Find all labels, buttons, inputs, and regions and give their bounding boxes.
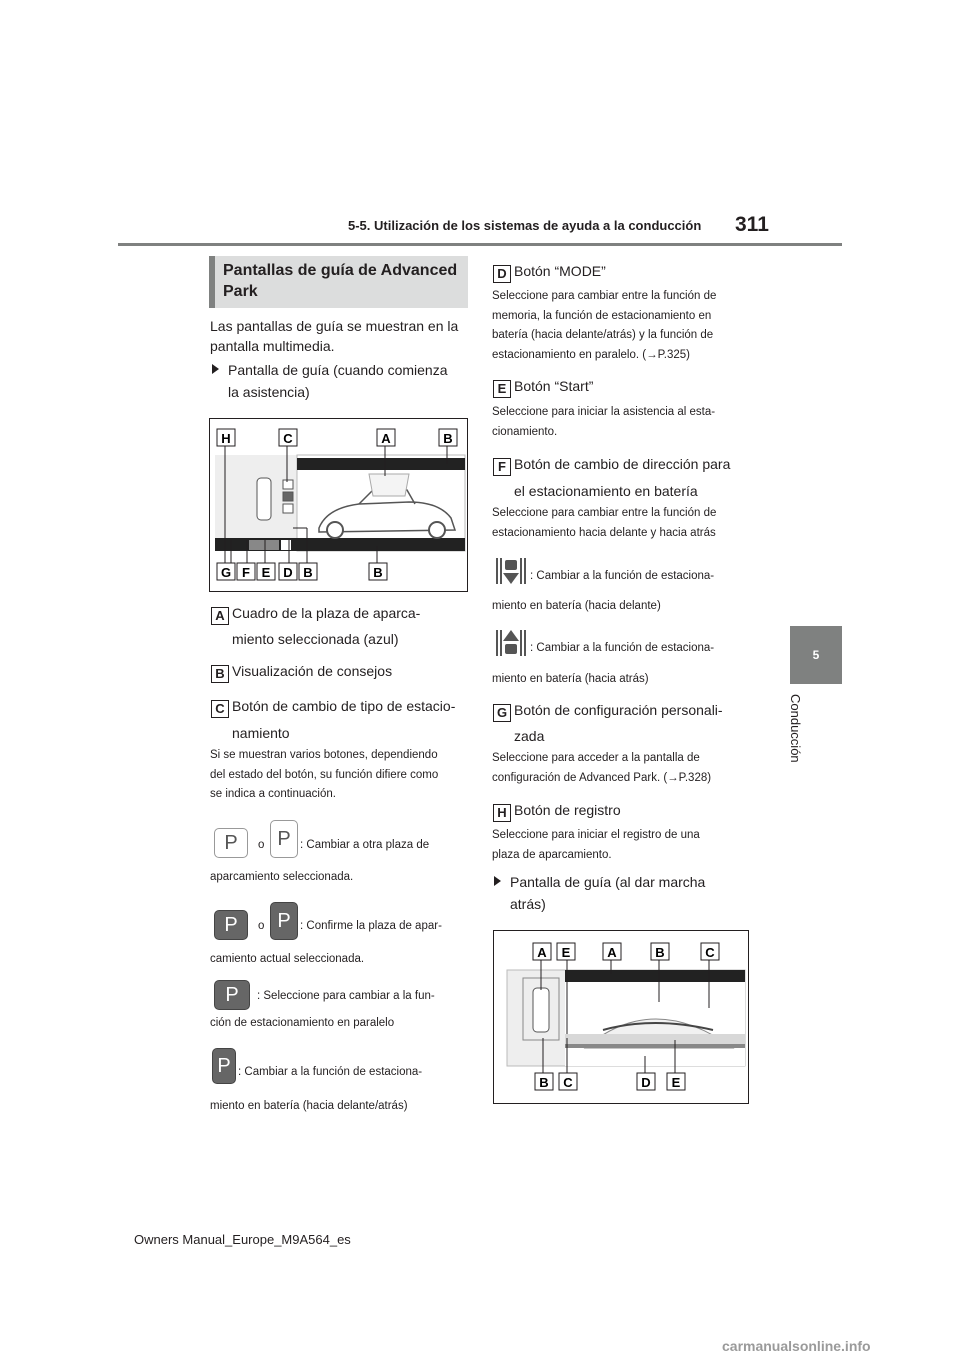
icon-note-3-text: : Seleccione para cambiar a la fun- xyxy=(257,990,435,1002)
bullet-guide-start-cont: la asistencia) xyxy=(228,384,310,400)
bullet-arrow-icon xyxy=(212,364,219,374)
fig2-label-bottom-1: B xyxy=(539,1075,549,1090)
item-g-desc: Seleccione para acceder a la pantalla de configuración de Advanced Park. (→P.328) xyxy=(492,752,712,784)
fig2-label-top-2: E xyxy=(561,945,571,960)
fig2-label-bottom-2: C xyxy=(563,1075,573,1090)
icon-note-1-text: : Cambiar a otra plaza de xyxy=(300,839,430,851)
fig2-label-top-1: A xyxy=(537,945,547,960)
item-f-cont: el estacionamiento en batería xyxy=(514,483,698,499)
item-b: B Visualización de consejos xyxy=(211,661,392,683)
section-header: 5-5. Utilización de los sistemas de ayuda a la conducción xyxy=(348,218,702,233)
bullet-guide-start: Pantalla de guía (cuando comienza xyxy=(212,360,447,380)
item-c-desc: Si se muestran varios botones, dependiendo del estado del botón, su función difiere como se indica a continuación. xyxy=(210,749,439,800)
item-f-desc: Seleccione para cambiar entre la función de estacionamiento hacia delante y hacia atrás xyxy=(492,507,717,539)
item-h: H Botón de registro xyxy=(493,800,621,822)
page-number: 311 xyxy=(735,213,769,236)
item-e: E Botón “Start” xyxy=(493,376,593,398)
guide-screen-figure-reverse xyxy=(493,930,749,1104)
icon-note-sep-2: o xyxy=(258,920,265,932)
watermark: carmanualsonline.info xyxy=(722,1338,871,1354)
fig2-label-top-5: C xyxy=(705,945,715,960)
fig1-label-bottom-5: B xyxy=(303,565,313,580)
fig1-label-top-1: H xyxy=(221,431,231,446)
item-h-desc: Seleccione para iniciar el registro de una plaza de aparcamiento. xyxy=(492,829,700,861)
p-button-dark-icon: P xyxy=(214,910,248,940)
p-button-light-icon: P xyxy=(214,828,248,858)
icon-note-4-text: : Cambiar a la función de estaciona- xyxy=(238,1066,423,1078)
fig1-label-bottom-4: D xyxy=(283,565,293,580)
bullet-guide-reverse-cont: atrás) xyxy=(510,896,546,912)
item-e-desc: Seleccione para iniciar la asistencia al esta- cionamiento. xyxy=(492,406,716,438)
bullet-arrow-icon-2 xyxy=(494,876,501,886)
item-f: F Botón de cambio de dirección para xyxy=(493,454,730,476)
item-g-cont: zada xyxy=(514,728,545,744)
fig1-label-top-4: B xyxy=(443,431,453,446)
f-note-2-cont: miento en batería (hacia atrás) xyxy=(492,673,649,685)
perpendicular-park-icon: P xyxy=(212,1048,236,1084)
fig2-label-bottom-4: E xyxy=(671,1075,681,1090)
item-c-cont: namiento xyxy=(232,725,290,741)
chapter-tab[interactable]: 5 xyxy=(790,626,842,684)
icon-note-2-text: : Confirme la plaza de apar- xyxy=(300,920,442,932)
chapter-label: Conducción xyxy=(788,694,803,763)
icon-note-3-cont: ción de estacionamiento en paralelo xyxy=(210,1017,395,1029)
f-note-1-cont: miento en batería (hacia delante) xyxy=(492,600,661,612)
item-d-desc: Seleccione para cambiar entre la función de memoria, la función de estacionamiento en batería (hacia delante/atrás) y la función de estacionamiento en paralelo. (→P.325) xyxy=(492,290,717,361)
p-button-dark-tall-icon: P xyxy=(270,902,298,940)
bullet-guide-reverse: Pantalla de guía (al dar marcha xyxy=(494,872,705,892)
intro-text: Las pantallas de guía se muestran en la pantalla multimedia. xyxy=(210,318,459,354)
fig1-label-bottom-1: G xyxy=(220,565,232,580)
item-d: D Botón “MODE” xyxy=(493,261,606,283)
item-c: C Botón de cambio de tipo de estacio- xyxy=(211,696,455,718)
fig1-label-bottom-6: B xyxy=(373,565,383,580)
f-note-1-text: : Cambiar a la función de estaciona- xyxy=(530,570,715,582)
guide-screen-figure-start xyxy=(209,418,468,592)
header-rule xyxy=(118,243,842,246)
fig2-label-top-4: B xyxy=(655,945,665,960)
icon-note-4-cont: miento en batería (hacia delante/atrás) xyxy=(210,1100,408,1112)
parallel-park-icon: P xyxy=(214,980,250,1010)
fig1-label-bottom-3: E xyxy=(261,565,271,580)
icon-note-sep: o xyxy=(258,839,265,851)
footer-text: Owners Manual_Europe_M9A564_es xyxy=(134,1232,351,1247)
item-g: G Botón de configuración personali- xyxy=(493,700,723,722)
section-title: Pantallas de guía de Advanced Park xyxy=(209,256,468,308)
item-a-cont: miento seleccionada (azul) xyxy=(232,631,399,647)
item-a: A Cuadro de la plaza de aparca- xyxy=(211,603,420,625)
icon-note-2-cont: camiento actual seleccionada. xyxy=(210,953,365,965)
p-button-light-tall-icon: P xyxy=(270,820,298,858)
icon-note-1-cont: aparcamiento seleccionada. xyxy=(210,871,354,883)
f-note-2-text: : Cambiar a la función de estaciona- xyxy=(530,642,715,654)
fig1-label-top-2: C xyxy=(283,431,293,446)
forward-parking-icon xyxy=(494,556,528,586)
reverse-parking-icon xyxy=(494,628,528,658)
fig1-label-bottom-2: F xyxy=(242,565,250,580)
fig2-label-bottom-3: D xyxy=(641,1075,651,1090)
fig1-label-top-3: A xyxy=(381,431,391,446)
fig2-label-top-3: A xyxy=(607,945,617,960)
